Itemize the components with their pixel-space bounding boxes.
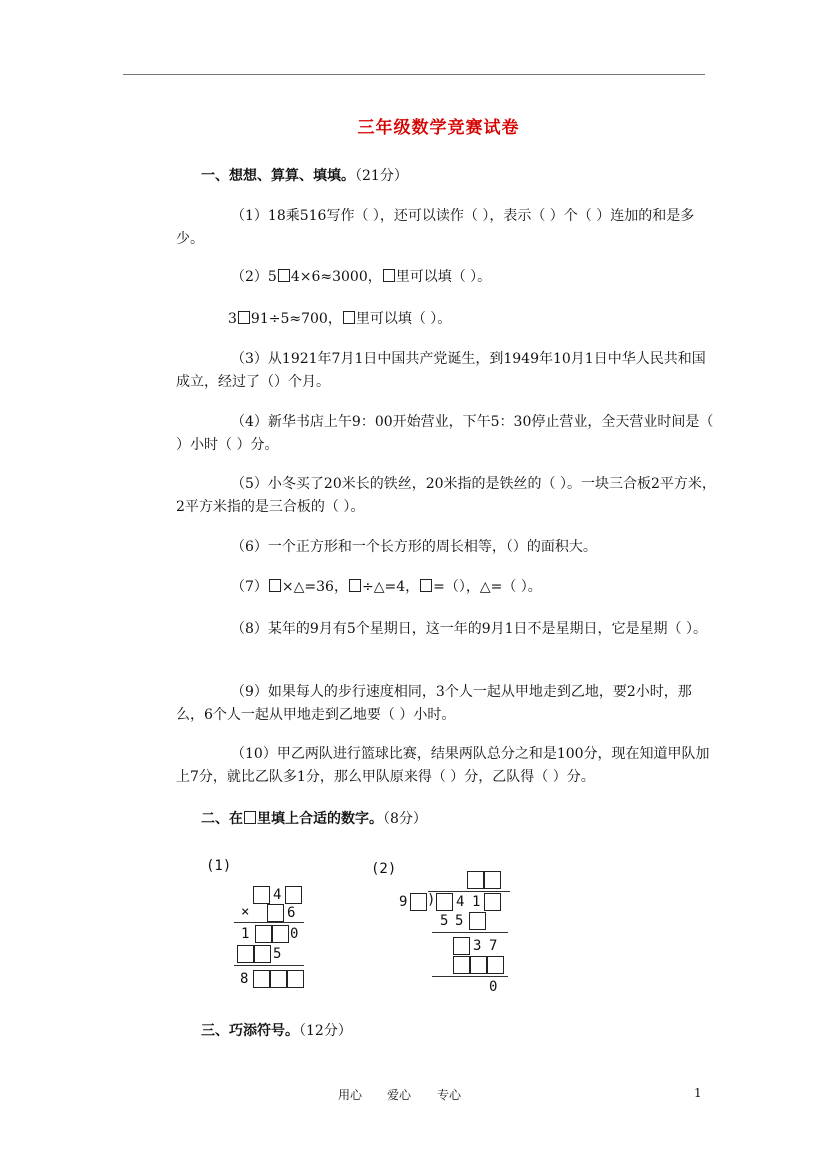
page-title: 三年级数学竞赛试卷: [357, 118, 520, 138]
page-number: 1: [694, 1086, 702, 1100]
digit-box: [467, 871, 484, 889]
question-1: （1）18乘516写作（ ），还可以读作（ ），表示（ ）个（ ）连加的和是多少。: [176, 208, 695, 247]
section-1-heading: 一、想想、算算、填填。（21分）: [201, 168, 408, 184]
digit-box: [285, 886, 302, 904]
digit-box: [272, 925, 289, 943]
digit-box: [267, 904, 284, 922]
question-2a: （2）5 4×6≈3000， 里可以填（ ）。: [231, 269, 492, 285]
footer-text-1: 用心: [338, 1088, 363, 1102]
question-5: （5）小冬买了20米长的铁丝，20米指的是铁丝的（ ）。一块三合板2平方米，2平方米指的是三合板的（ ）。: [176, 476, 716, 515]
question-10: （10）甲乙两队进行篮球比赛，结果两队总分之和是100分，现在知道甲队加上7分，就比乙队多1分，那么甲队原来得（ ）分，乙队得（ ）分。: [176, 746, 710, 785]
question-8: （8）某年的9月有5个星期日，这一年的9月1日不是星期日，它是星期（ ）。: [231, 621, 707, 637]
digit-box: [237, 945, 254, 963]
digit-box: [469, 912, 486, 930]
footer-text-2: 爱心: [387, 1088, 412, 1102]
question-3: （3）从1921年7月1日中国共产党诞生，到1949年10月1日中华人民共和国成立，经过了（）个月。: [176, 351, 706, 390]
question-7: （7） ×△=36， ÷△=4， =（），△=（ ）。: [231, 579, 542, 595]
digit-box: [253, 886, 270, 904]
digit-box: [484, 893, 501, 911]
digit-box: [253, 970, 270, 988]
rule: [432, 932, 508, 933]
footer-text-3: 专心: [437, 1088, 462, 1102]
section-2-heading: 二、在 里填上合适的数字。（8分）: [201, 811, 427, 827]
question-2b: 3 91÷5≈700， 里可以填（ ）。: [228, 311, 452, 327]
digit-box: [270, 970, 287, 988]
section-3-heading: 三、巧添符号。（12分）: [201, 1023, 352, 1039]
blank-box: [244, 811, 256, 824]
blank-box: [269, 579, 281, 592]
question-6: （6）一个正方形和一个长方形的周长相等，（）的面积大。: [231, 539, 597, 555]
digit-box: [254, 945, 271, 963]
blank-box: [420, 579, 432, 592]
digit-box: [436, 893, 453, 911]
question-9: （9）如果每人的步行速度相同，3个人一起从甲地走到乙地，要2小时，那么，6个人一起从甲地走到乙地要（ ）小时。: [176, 684, 692, 723]
digit-box: [487, 956, 504, 974]
digit-box: [470, 956, 487, 974]
puzzle-1-label: (1): [206, 858, 232, 874]
rule: [234, 922, 304, 923]
blank-box: [238, 311, 250, 324]
rule: [432, 976, 508, 977]
rule: [234, 965, 304, 966]
question-4: （4）新华书店上午9：00开始营业，下午5：30停止营业，全天营业时间是（ ）小时（ ）分。: [176, 414, 714, 453]
digit-box: [453, 956, 470, 974]
blank-box: [349, 579, 361, 592]
division-bar: [428, 891, 510, 892]
document-page: 三年级数学竞赛试卷 一、想想、算算、填填。（21分） （1）18乘516写作（ ），还可以读作（ ），表示（ ）个（ ）连加的和是多少。 （2）5 4×6≈3000， 里可以填（ ）。 3 91÷5≈700， 里可以填（ ）。 （3）从1921年7月1日中国共产党诞生，到1949年10月1日中华人民共和国成立，经过了（）个月。 （4）新华书店上午9：00开始营业，下午5：30停止营业，全天营业时间是（ ）小时（ ）分。 （5）小冬买了20米长的铁丝，20米指的是铁丝的（ ）。一块三合板2平方米，2平方米指的是三合板的（ ）。 （6）一个正方形和一个长方形的周长相等，（）的面积大。 （7） ×△=36， ÷△=4， =（），△=（ ）。 （8）某年的9月有5个星期日，这一年的9月1日不是星期日，它是星期（ ）。 （9）如果每人的步行速度相同，3个人一起从甲地走到乙地，要2小时，那么，6个人一起从甲地走到乙地要（ ）小时。 （10）甲乙两队进行篮球比赛，结果两队总分之和是100分，现在知道甲队加上7分，就比乙队多1分，那么甲队原来得（ ）分，乙队得（ ）分。 二、在 里填上合适的数字。（8分） (1) 4 × 6 1 0 5 8 (2) 9 ) 4 1 5 5 3 7 0 三、巧添符号。（12分） 用心 爱心 专心 1: [0, 0, 827, 1170]
blank-box: [278, 269, 290, 282]
digit-box: [484, 871, 501, 889]
digit-box: [255, 925, 272, 943]
blank-box: [343, 311, 355, 324]
blank-box: [383, 269, 395, 282]
header-rule: [123, 74, 705, 75]
digit-box: [453, 937, 470, 955]
digit-box: [410, 893, 427, 911]
digit-box: [287, 970, 304, 988]
puzzle-2-label: (2): [371, 861, 397, 877]
